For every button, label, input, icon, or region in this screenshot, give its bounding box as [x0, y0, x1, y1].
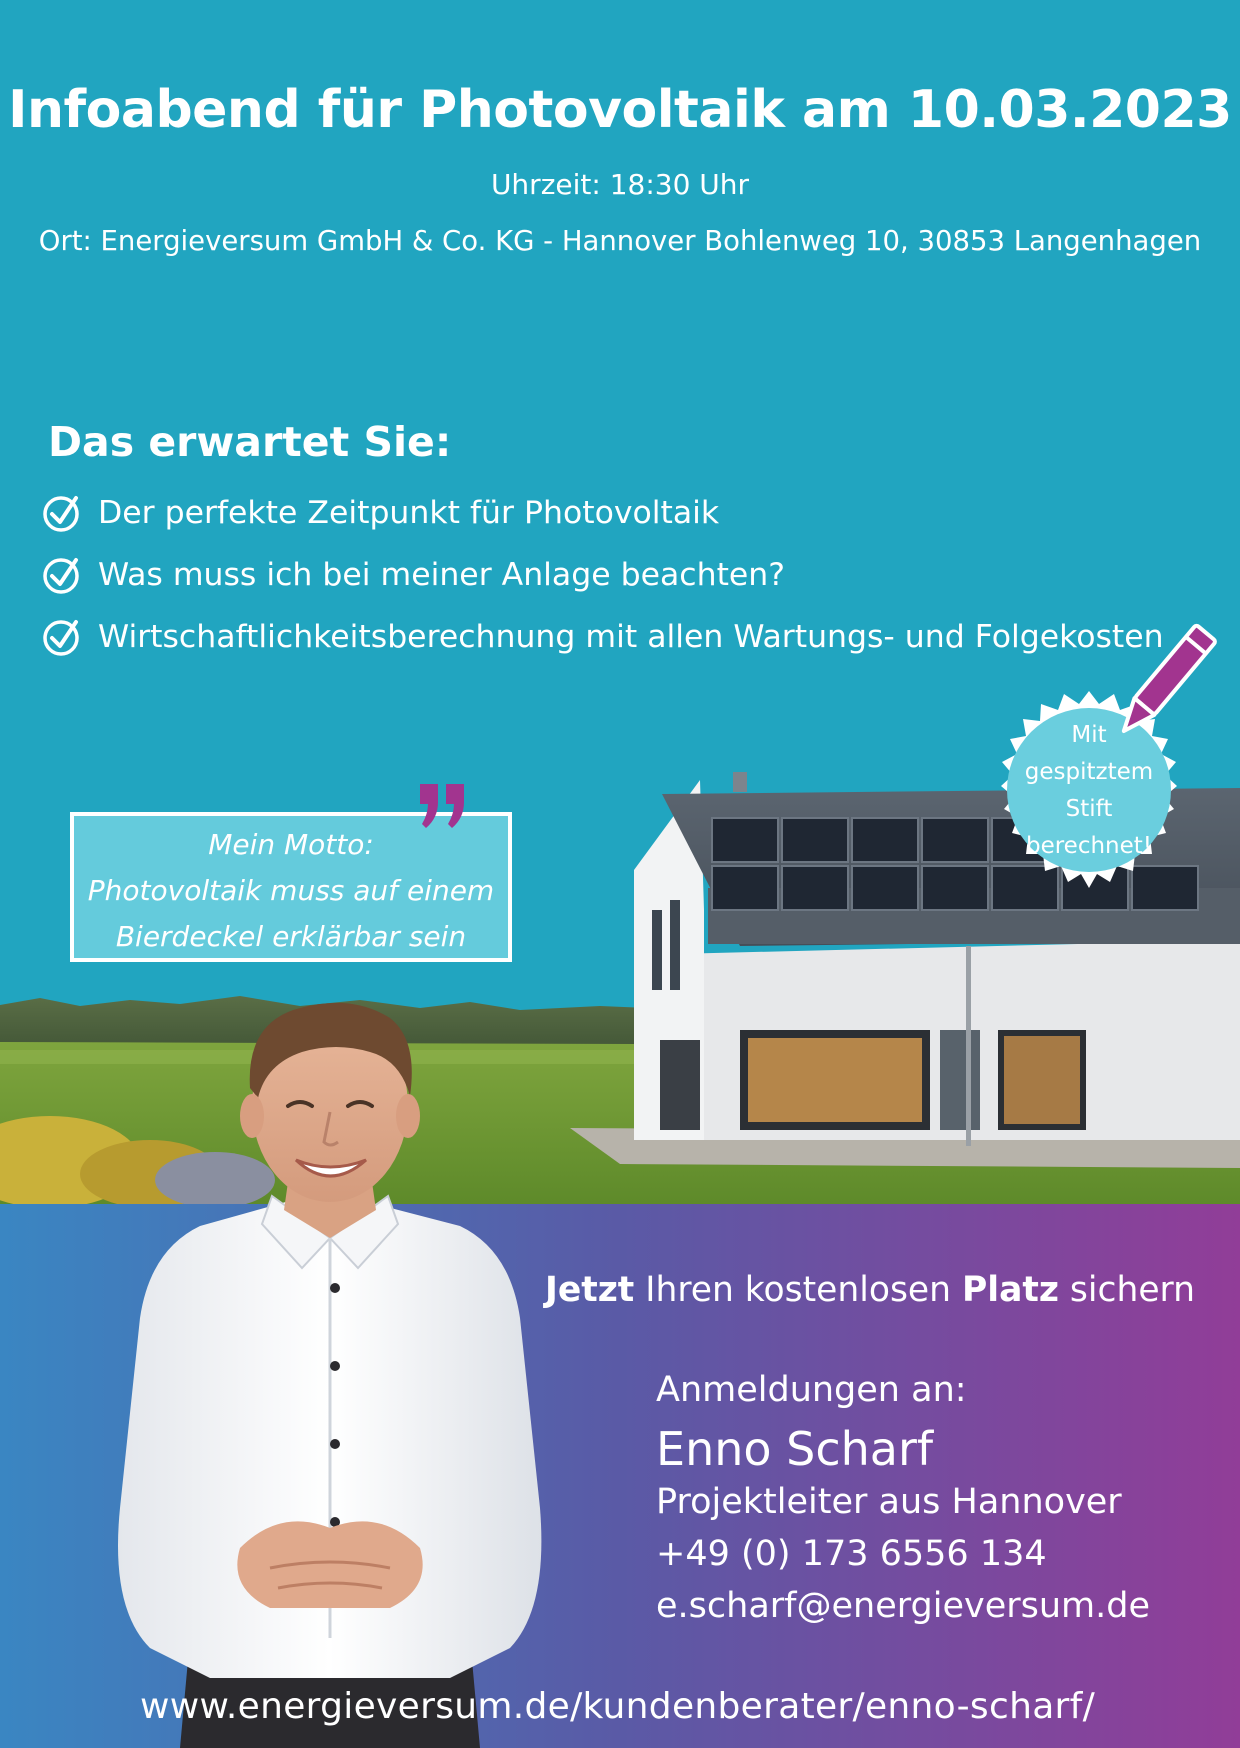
cta-bold: Platz	[961, 1270, 1059, 1310]
quote-icon	[414, 782, 474, 832]
expectations-list	[42, 482, 1164, 668]
expectation-item	[42, 606, 1164, 668]
cta-bold: Jetzt	[545, 1270, 635, 1310]
expectation-item	[42, 544, 1164, 606]
motto-line: Photovoltaik muss auf einem	[87, 874, 495, 907]
expectations-heading: Das erwartet Sie:	[48, 418, 452, 466]
stamp-line: gespitztem	[1024, 759, 1154, 785]
cta-text	[545, 1270, 1195, 1310]
stamp-line: berechnet!	[1025, 833, 1153, 859]
contact-phone[interactable]: +49 (0) 173 6556 134	[656, 1534, 1047, 1574]
expectation-text: Der perfekte Zeitpunkt für Photovoltaik	[98, 495, 720, 531]
stamp-line: Mit	[1071, 722, 1107, 748]
motto-line: Mein Motto:	[208, 828, 374, 861]
contact-email[interactable]: e.scharf@energieversum.de	[656, 1586, 1150, 1626]
motto-line: Bierdeckel erklärbar sein	[115, 920, 467, 953]
contact-label: Anmeldungen an:	[656, 1370, 967, 1410]
person-photo	[40, 988, 600, 1748]
check-circle-icon	[42, 555, 82, 595]
contact-role: Projektleiter aus Hannover	[656, 1482, 1122, 1522]
stamp-line: Stift	[1065, 796, 1113, 822]
expectation-text: Was muss ich bei meiner Anlage beachten?	[98, 557, 785, 593]
event-time: Uhrzeit: 18:30 Uhr	[490, 168, 750, 201]
pencil-icon	[1110, 622, 1220, 742]
cta-plain: Ihren kostenlosen	[634, 1270, 962, 1310]
contact-name: Enno Scharf	[656, 1422, 934, 1476]
check-circle-icon	[42, 493, 82, 533]
website-url[interactable]: www.energieversum.de/kundenberater/enno-scharf/	[140, 1686, 1096, 1727]
check-circle-icon	[42, 617, 82, 657]
expectation-text: Wirtschaftlichkeitsberechnung mit allen Wartungs- und Folgekosten	[98, 619, 1164, 655]
event-place: Ort: Energieversum GmbH & Co. KG - Hannover Bohlenweg 10, 30853 Langenhagen	[38, 225, 1202, 257]
cta-plain: sichern	[1058, 1270, 1195, 1310]
event-title: Infoabend für Photovoltaik am 10.03.2023	[8, 80, 1232, 140]
expectation-item	[42, 482, 1164, 544]
motto-box	[70, 812, 512, 962]
